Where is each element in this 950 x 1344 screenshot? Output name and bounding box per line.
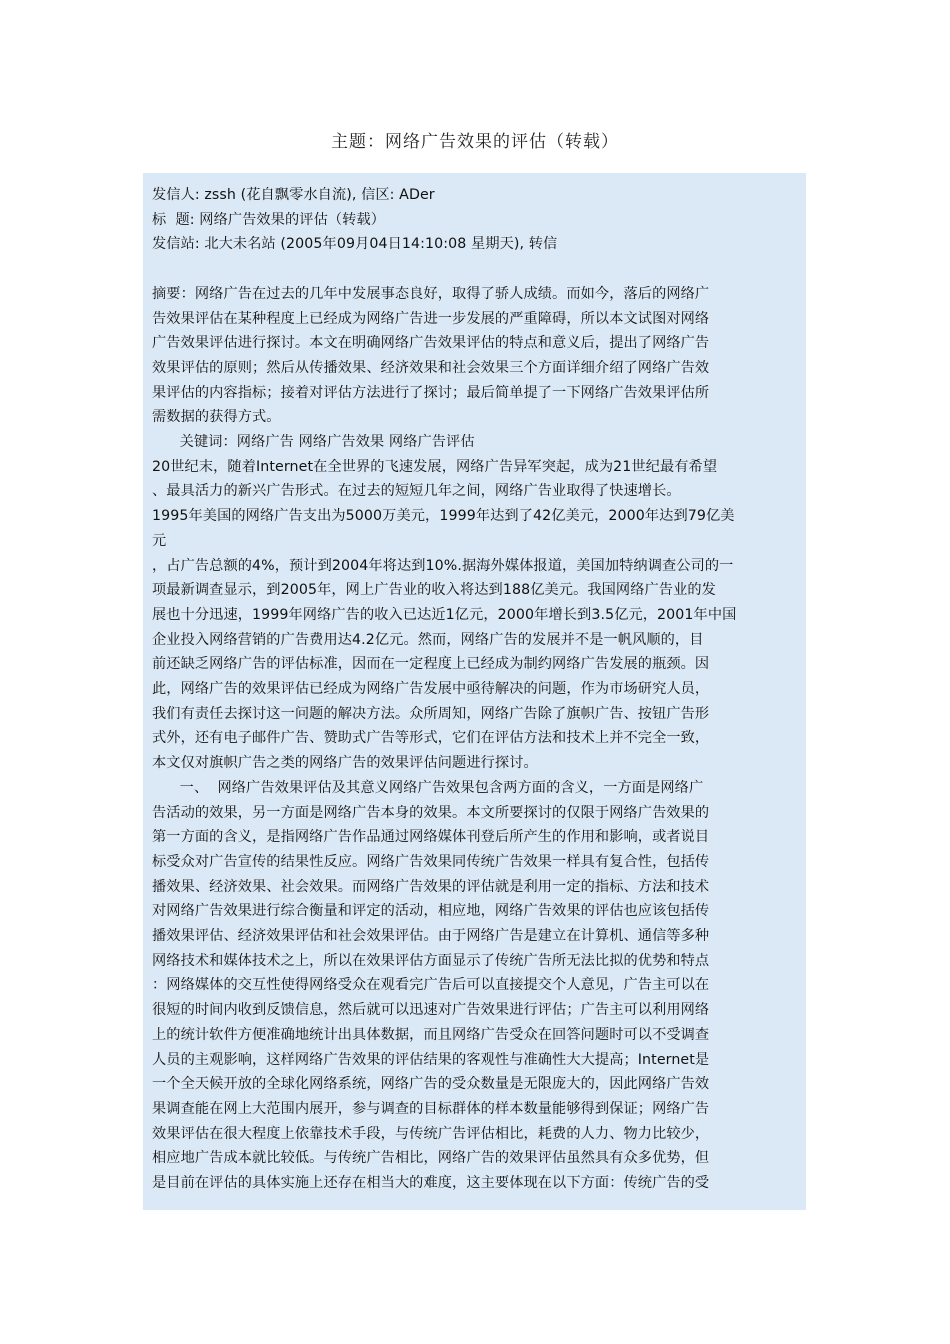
post-header <box>152 183 797 257</box>
body-line: 告活动的效果，另一方面是网络广告本身的效果。本文所要探讨的仅限于网络广告效果的 <box>152 804 710 821</box>
body-line: ，占广告总额的4%，预计到2004年将达到10%.据海外媒体报道，美国加特纳调查公司的一 <box>152 557 734 574</box>
body-line: 展也十分迅速，1999年网络广告的收入已达近1亿元，2000年增长到3.5亿元，2001年中国 <box>152 606 737 623</box>
body-line: 告效果评估在某种程度上已经成为网络广告进一步发展的严重障碍，所以本文试图对网络 <box>152 310 710 327</box>
body-line: 元 <box>152 532 167 549</box>
body-line: 是目前在评估的具体实施上还存在相当大的难度，这主要体现在以下方面：传统广告的受 <box>152 1175 710 1192</box>
body-line: 很短的时间内收到反馈信息，然后就可以迅速对广告效果进行评估；广告主可以利用网络 <box>152 1002 710 1019</box>
body-line: 第一方面的含义，是指网络广告作品通过网络媒体刊登后所产生的作用和影响，或者说目 <box>152 829 710 846</box>
body-line: 相应地广告成本就比较低。与传统广告相比，网络广告的效果评估虽然具有众多优势，但 <box>152 1150 710 1167</box>
body-line: 播效果、经济效果、社会效果。而网络广告效果的评估就是利用一定的指标、方法和技术 <box>152 878 710 895</box>
body-line: 式外，还有电子邮件广告、赞助式广告等形式，它们在评估方法和技术上并不完全一致， <box>152 730 710 747</box>
blank-line <box>152 257 797 282</box>
body-line: 、最具活力的新兴广告形式。在过去的短短几年之间，网络广告业取得了快速增长。 <box>152 483 681 500</box>
body-line: 企业投入网络营销的广告费用达4.2亿元。然而，网络广告的发展并不是一帆风顺的，目 <box>152 631 704 648</box>
post-content <box>143 173 806 1210</box>
header-title-line: 标 题: 网络广告效果的评估（转载） <box>152 211 386 228</box>
body-line: 人员的主观影响，这样网络广告效果的评估结果的客观性与准确性大大提高；Internet是 <box>152 1051 710 1068</box>
body-line: 上的统计软件方便准确地统计出具体数据，而且网络广告受众在回答问题时可以不受调查 <box>152 1026 710 1043</box>
body-line: 广告效果评估进行探讨。本文在明确网络广告效果评估的特点和意义后，提出了网络广告 <box>152 335 710 352</box>
body-line: 前还缺乏网络广告的评估标准，因而在一定程度上已经成为制约网络广告发展的瓶颈。因 <box>152 656 710 673</box>
header-sender-line: 发信人: zssh (花自飘零水自流), 信区: ADer <box>152 187 435 203</box>
body-line: 摘要：网络广告在过去的几年中发展事态良好，取得了骄人成绩。而如今，落后的网络广 <box>152 285 710 302</box>
body-line: 本文仅对旗帜广告之类的网络广告的效果评估问题进行探讨。 <box>152 755 538 772</box>
post-body <box>152 282 797 1196</box>
body-line: 此，网络广告的效果评估已经成为网络广告发展中亟待解决的问题，作为市场研究人员， <box>152 681 710 698</box>
body-line: 效果评估在很大程度上依靠技术手段，与传统广告评估相比，耗费的人力、物力比较少， <box>152 1125 710 1142</box>
body-line: 一个全天候开放的全球化网络系统，网络广告的受众数量是无限庞大的，因此网络广告效 <box>152 1076 710 1093</box>
body-line: 播效果评估、经济效果评估和社会效果评估。由于网络广告是建立在计算机、通信等多种 <box>152 928 710 945</box>
body-line: 一、 网络广告效果评估及其意义网络广告效果包含两方面的含义，一方面是网络广 <box>152 779 704 796</box>
body-line: 1995年美国的网络广告支出为5000万美元，1999年达到了42亿美元，2000年达到79亿美 <box>152 508 735 525</box>
body-line: 需数据的获得方式。 <box>152 409 281 426</box>
body-line: 网络技术和媒体技术之上，所以在效果评估方面显示了传统广告所无法比拟的优势和特点 <box>152 952 710 969</box>
body-line: 关键词：网络广告 网络广告效果 网络广告评估 <box>152 434 475 451</box>
header-site-line: 发信站: 北大未名站 (2005年09月04日14:10:08 星期天), 转信 <box>152 236 558 253</box>
body-line: 效果评估的原则；然后从传播效果、经济效果和社会效果三个方面详细介绍了网络广告效 <box>152 359 710 376</box>
body-line: ：网络媒体的交互性使得网络受众在观看完广告后可以直接提交个人意见，广告主可以在 <box>152 977 710 994</box>
body-line: 对网络广告效果进行综合衡量和评定的活动，相应地，网络广告效果的评估也应该包括传 <box>152 903 710 920</box>
body-line: 标受众对广告宣传的结果性反应。网络广告效果同传统广告效果一样具有复合性，包括传 <box>152 853 710 870</box>
body-line: 果调查能在网上大范围内展开，参与调查的目标群体的样本数量能够得到保证；网络广告 <box>152 1101 710 1117</box>
body-line: 果评估的内容指标；接着对评估方法进行了探讨；最后简单提了一下网络广告效果评估所 <box>152 384 710 401</box>
body-line: 20世纪末，随着Internet在全世界的飞速发展，网络广告异军突起，成为21世纪最有希望 <box>152 458 718 475</box>
body-line: 项最新调查显示，到2005年，网上广告业的收入将达到188亿美元。我国网络广告业的发 <box>152 582 716 599</box>
body-line: 我们有责任去探讨这一问题的解决方法。众所周知，网络广告除了旗帜广告、按钮广告形 <box>152 705 710 722</box>
page-title: 主题：网络广告效果的评估（转载） <box>331 132 619 152</box>
